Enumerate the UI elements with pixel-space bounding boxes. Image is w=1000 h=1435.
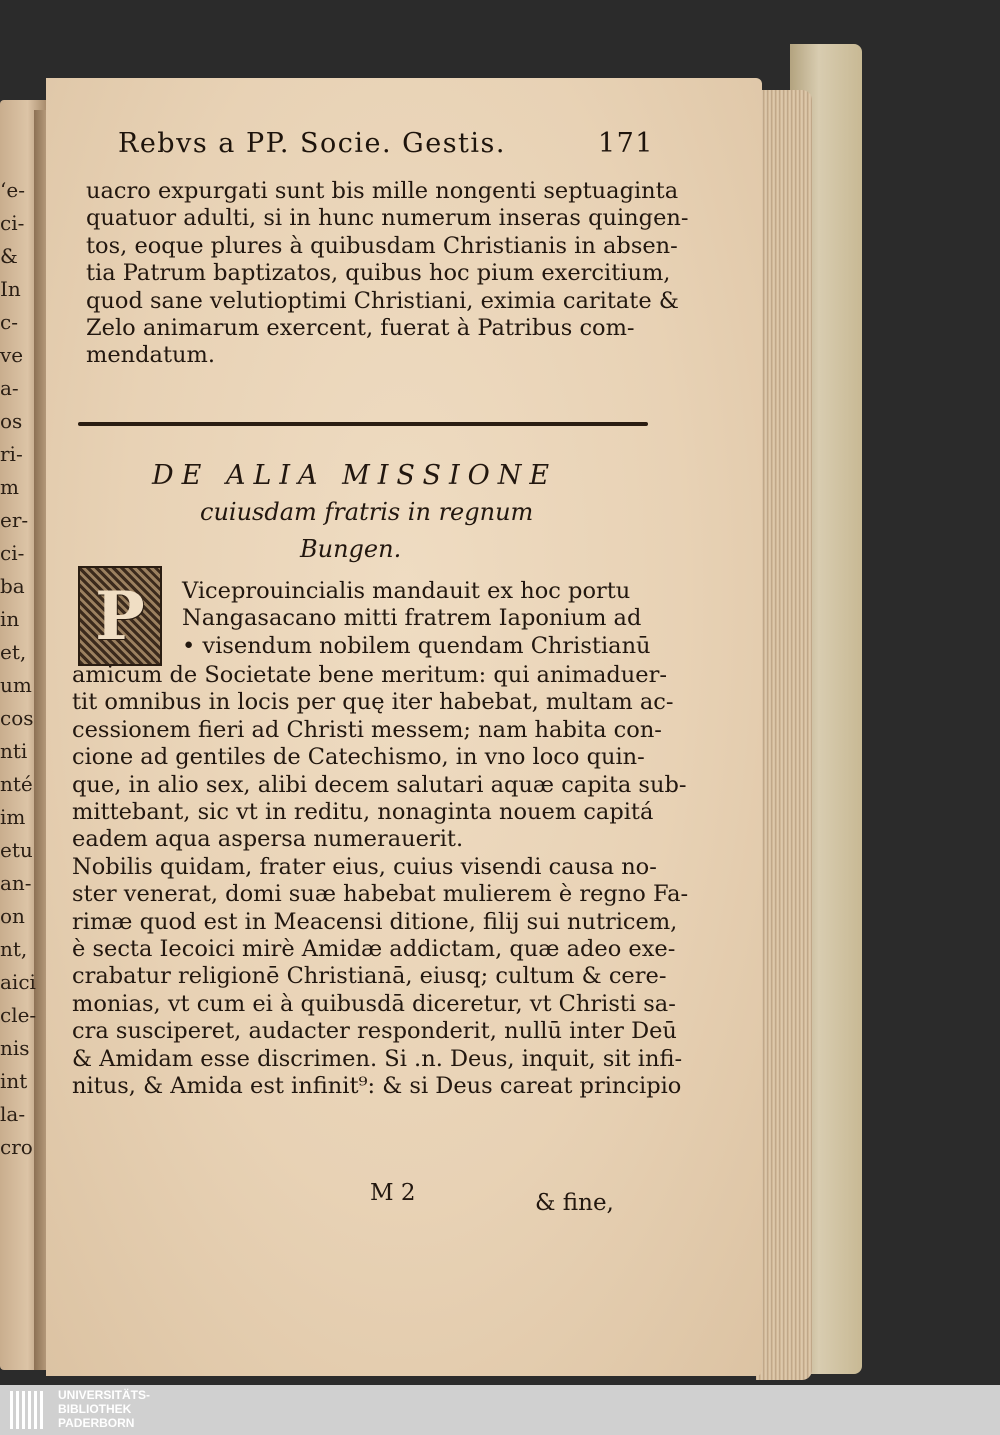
text-line: monias, vt cum ei à quibusdā diceretur, vt Christi sa- bbox=[72, 990, 676, 1017]
text-line: Nangasacano mitti fratrem Iaponium ad bbox=[182, 605, 642, 632]
text-line: eadem aqua aspersa numerauerit. bbox=[72, 826, 464, 853]
left-margin-fragment: ‘e- bbox=[0, 178, 25, 202]
text-line: cra susciperet, audacter responderit, nullū inter Deū bbox=[72, 1018, 677, 1045]
section-subheading-end: Bungen. bbox=[300, 535, 402, 563]
left-margin-fragment: m bbox=[0, 475, 19, 499]
text-line: cessionem fieri ad Christi messem; nam habita con- bbox=[72, 716, 662, 743]
left-margin-fragment: er- bbox=[0, 508, 29, 532]
left-margin-fragment: in bbox=[0, 607, 20, 631]
text-line: Nobilis quidam, frater eius, cuius visendi causa no- bbox=[72, 853, 657, 880]
left-margin-fragment: a- bbox=[0, 376, 19, 400]
decorated-initial bbox=[78, 566, 162, 666]
library-logo-text bbox=[58, 1388, 150, 1430]
left-margin-fragment: int bbox=[0, 1069, 28, 1093]
page-edges bbox=[756, 90, 812, 1380]
decorated-initial-letter: P bbox=[95, 577, 145, 655]
left-margin-fragment: etu bbox=[0, 838, 33, 862]
text-line: quatuor adulti, si in hunc numerum inseras quingen- bbox=[86, 205, 689, 232]
left-margin-fragment: os bbox=[0, 409, 23, 433]
section-divider-rule bbox=[78, 422, 648, 426]
text-line: que, in alio sex, alibi decem salutari aquæ capita sub- bbox=[72, 771, 687, 798]
paragraph-intro bbox=[182, 578, 651, 660]
left-margin-fragment: et, bbox=[0, 640, 27, 664]
text-line: Zelo animarum exercent, fuerat à Patribus com- bbox=[86, 315, 635, 342]
running-header bbox=[118, 128, 658, 168]
logo-line: UNIVERSITÄTS- bbox=[58, 1388, 151, 1402]
text-line: Viceprouincialis mandauit ex hoc portu bbox=[182, 578, 631, 604]
logo-line: BIBLIOTHEK bbox=[58, 1402, 132, 1416]
section-subheading: cuiusdam fratris in regnum bbox=[200, 498, 534, 526]
left-margin-fragment: la- bbox=[0, 1102, 26, 1126]
left-margin-fragment: um bbox=[0, 673, 32, 697]
text-line: & Amidam esse discrimen. Si .n. Deus, inquit, sit infi- bbox=[72, 1045, 683, 1072]
left-margin-fragment: cro bbox=[0, 1135, 33, 1159]
left-margin-fragment: ve bbox=[0, 343, 24, 367]
text-line: rimæ quod est in Meacensi ditione, filij sui nutricem, bbox=[72, 908, 678, 935]
left-margin-fragment: aici bbox=[0, 970, 36, 994]
text-line: è secta Iecoici mirè Amidæ addictam, quæ adeo exe- bbox=[72, 936, 676, 963]
text-line: nitus, & Amida est infinit⁹: & si Deus careat principio bbox=[72, 1073, 682, 1100]
left-margin-fragment: In bbox=[0, 277, 21, 301]
text-line: tit omnibus in locis per quę iter habebat, multam ac- bbox=[72, 689, 674, 716]
library-logo-icon bbox=[10, 1391, 46, 1429]
text-line: crabatur religionē Christianā, eiusq; cultum & cere- bbox=[72, 963, 667, 990]
text-line: quod sane velutioptimi Christiani, eximia caritate & bbox=[86, 287, 679, 314]
left-margin-fragment: nis bbox=[0, 1036, 30, 1060]
text-line: mendatum. bbox=[86, 342, 215, 369]
library-footer-bar bbox=[0, 1385, 1000, 1435]
left-margin-fragment: nté bbox=[0, 772, 33, 796]
left-margin-fragment: & bbox=[0, 244, 18, 268]
text-line: cione ad gentiles de Catechismo, in vno loco quin- bbox=[72, 744, 645, 771]
left-margin-fragment: nt, bbox=[0, 937, 28, 961]
paragraph-body bbox=[72, 662, 688, 1101]
text-line: mittebant, sic vt in reditu, nonaginta nouem capitá bbox=[72, 799, 654, 826]
paragraph-continuation bbox=[86, 178, 688, 370]
left-margin-fragment: nti bbox=[0, 739, 28, 763]
signature-mark: M 2 bbox=[370, 1180, 416, 1206]
text-line: amicum de Societate bene meritum: qui animaduer- bbox=[72, 662, 667, 688]
left-margin-fragment: an- bbox=[0, 871, 32, 895]
text-line: • visendum nobilem quendam Christianū bbox=[182, 632, 651, 659]
left-margin-fragment: ci- bbox=[0, 211, 25, 235]
left-margin-fragment: cle- bbox=[0, 1003, 37, 1027]
left-margin-fragment: c- bbox=[0, 310, 18, 334]
left-margin-fragment: on bbox=[0, 904, 25, 928]
page-number: 171 bbox=[597, 128, 654, 159]
left-margin-fragment: im bbox=[0, 805, 26, 829]
text-line: tos, eoque plures à quibusdam Christianis in absen- bbox=[86, 232, 678, 259]
left-margin-fragment: ci- bbox=[0, 541, 25, 565]
catchword: & fine, bbox=[535, 1190, 614, 1216]
left-margin-fragment: ba bbox=[0, 574, 25, 598]
header-title: Rebvs a PP. Socie. Gestis. bbox=[118, 128, 506, 159]
text-line: uacro expurgati sunt bis mille nongenti septuaginta bbox=[86, 178, 679, 204]
left-margin-fragment: cos bbox=[0, 706, 34, 730]
left-margin-fragment: ri- bbox=[0, 442, 23, 466]
section-heading: DE ALIA MISSIONE bbox=[152, 460, 558, 491]
text-line: ster venerat, domi suæ habebat mulierem è regno Fa- bbox=[72, 881, 689, 908]
logo-line: PADERBORN bbox=[58, 1416, 135, 1430]
text-line: tia Patrum baptizatos, quibus hoc pium exercitium, bbox=[86, 260, 671, 287]
